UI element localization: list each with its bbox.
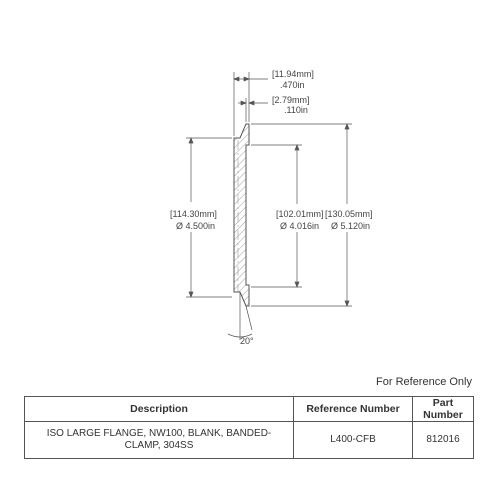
cell-reference-number: L400-CFB [294, 422, 413, 459]
lip-thickness-dimension [238, 98, 268, 122]
table-row [25, 422, 474, 459]
angle-label: 20° [240, 336, 254, 346]
face-diameter-imperial: Ø 4.016in [280, 221, 320, 231]
header-part-number: Part Number [413, 397, 474, 422]
lip-thickness-imperial: .110in [284, 105, 308, 115]
outer-diameter-imperial: Ø 5.120in [331, 221, 371, 231]
flange-section [234, 124, 249, 306]
header-description: Description [25, 397, 294, 422]
table-header-row [25, 397, 474, 422]
reference-note: For Reference Only [376, 376, 472, 388]
spec-table [24, 396, 474, 459]
bore-diameter-imperial: Ø 4.500in [176, 221, 216, 231]
cell-part-number: 812016 [413, 422, 474, 459]
face-diameter-metric: [102.01mm] [276, 209, 324, 219]
lip-thickness-metric: [2.79mm] [272, 95, 310, 105]
overall-thickness-metric: [11.94mm] [272, 69, 314, 79]
header-reference-number: Reference Number [294, 397, 413, 422]
overall-thickness-imperial: .470in [280, 80, 305, 90]
outer-diameter-metric: [130.05mm] [325, 209, 373, 219]
bore-diameter-metric: [114.30mm] [170, 209, 217, 219]
cell-description: ISO LARGE FLANGE, NW100, BLANK, BANDED-CLAMP, 304SS [25, 422, 294, 459]
